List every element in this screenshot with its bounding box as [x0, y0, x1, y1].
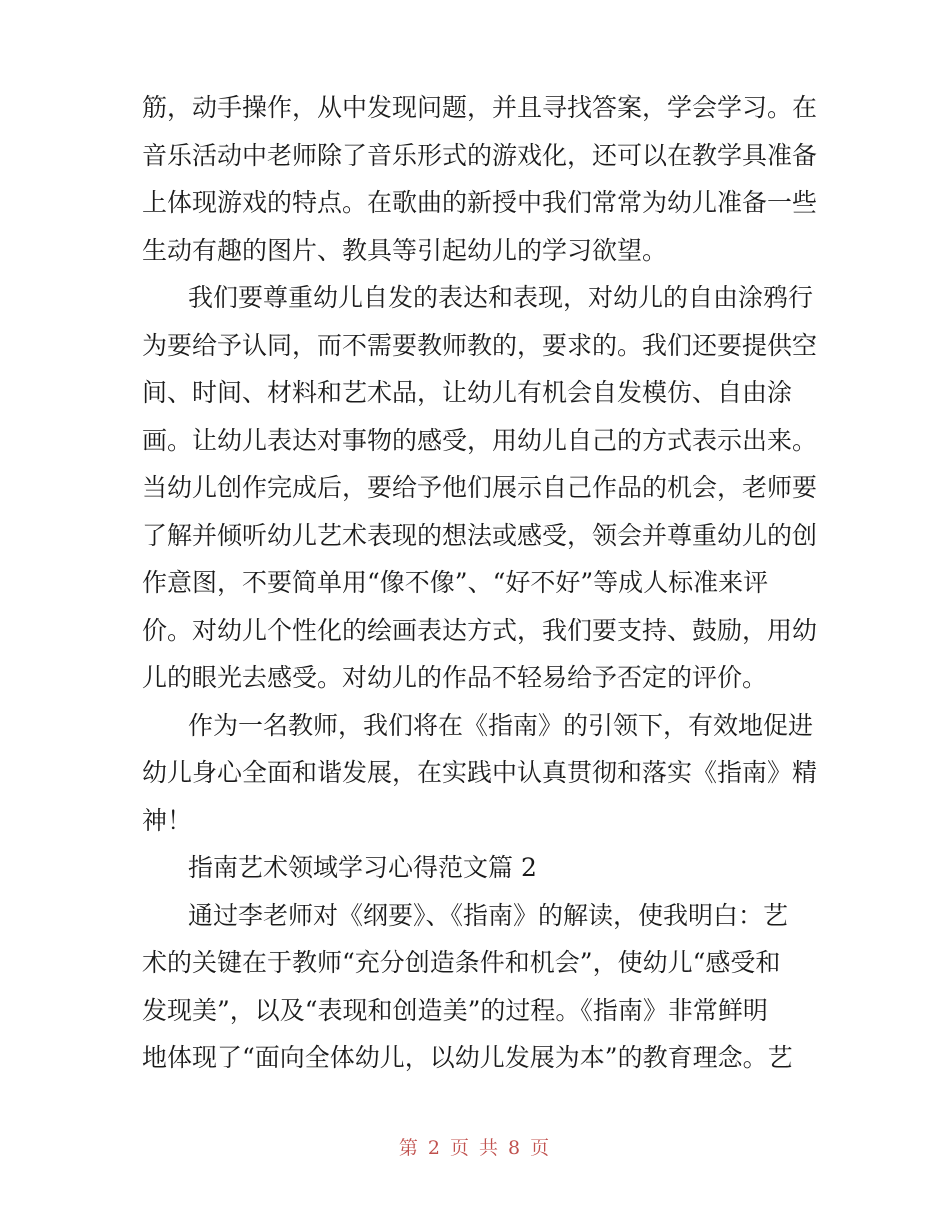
document-body [142, 84, 818, 1082]
section-heading: 指南艺术领域学习心得范文篇 2 [188, 853, 537, 882]
text-line-10: 了解并倾听幼儿艺术表现的想法或感受，领会并尊重幼儿的创 [142, 520, 818, 550]
text-line-16: 神！ [142, 805, 193, 835]
text-line-11: 作意图，不要简单用“像不像”、“好不好”等成人标准来评 [142, 568, 769, 597]
text-line-13: 儿的眼光去感受。对幼儿的作品不轻易给予否定的评价。 [142, 663, 768, 692]
text-line-1: 筋，动手操作，从中发现问题，并且寻找答案，学会学习。在 [142, 93, 818, 122]
text-line-20: 发现美”，以及“表现和创造美”的过程。《指南》非常鲜明 [142, 995, 768, 1025]
text-line-5: 我们要尊重幼儿自发的表达和表现，对幼儿的自由涂鸦行 [188, 283, 814, 312]
text-line-2: 音乐活动中老师除了音乐形式的游戏化，还可以在教学具准备 [142, 140, 818, 170]
text-line-15: 幼儿身心全面和谐发展，在实践中认真贯彻和落实《指南》精 [142, 758, 818, 787]
text-line-9: 当幼儿创作完成后，要给予他们展示自己作品的机会，老师要 [142, 473, 818, 502]
text-line-6: 为要给予认同，而不需要教师教的，要求的。我们还要提供空 [142, 330, 818, 360]
text-line-7: 间、时间、材料和艺术品，让幼儿有机会自发模仿、自由涂 [142, 378, 793, 407]
text-line-18: 通过李老师对《纲要》、《指南》的解读，使我明白：艺 [188, 900, 789, 930]
text-line-19: 术的关键在于教师“充分创造条件和机会”，使幼儿“感受和 [142, 948, 781, 977]
text-line-8: 画。让幼儿表达对事物的感受，用幼儿自己的方式表示出来。 [142, 425, 818, 455]
text-line-12: 价。对幼儿个性化的绘画表达方式，我们要支持、鼓励，用幼 [142, 615, 818, 645]
text-line-3: 上体现游戏的特点。在歌曲的新授中我们常常为幼儿准备一些 [142, 188, 818, 217]
page-number-footer: 第 2 页 共 8 页 [398, 1137, 552, 1159]
text-line-21: 地体现了“面向全体幼儿，以幼儿发展为本”的教育理念。艺 [142, 1043, 793, 1072]
text-line-4: 生动有趣的图片、教具等引起幼儿的学习欲望。 [142, 235, 668, 265]
text-line-14: 作为一名教师，我们将在《指南》的引领下，有效地促进 [188, 710, 814, 740]
